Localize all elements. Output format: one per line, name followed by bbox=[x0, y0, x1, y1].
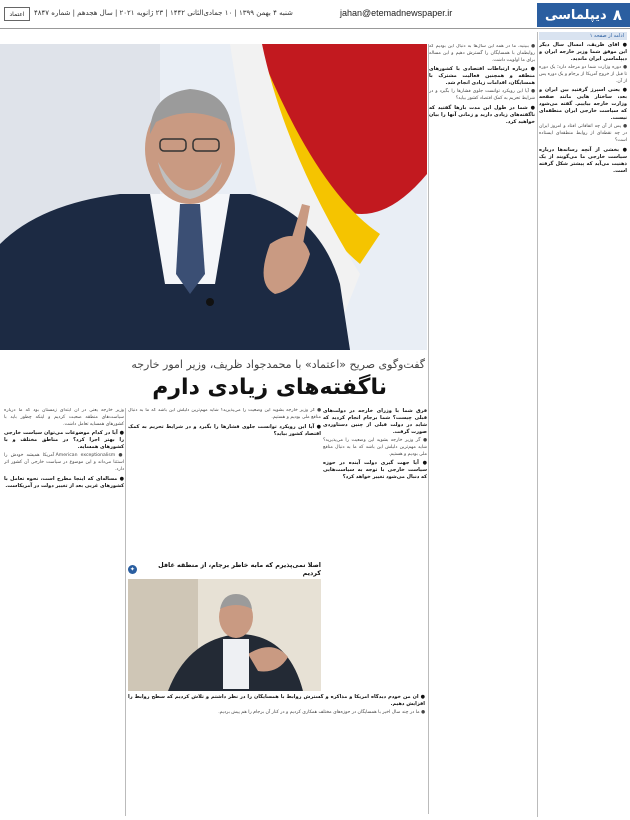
left-column bbox=[4, 408, 124, 816]
paragraph: ● American exceptionalism آمریکا همیشه خودش را استثنا می‌داند و این موضوع در سیاست خارجی آن کشور اثر دارد. bbox=[4, 453, 124, 472]
paragraph: ● دوره وزارت شما دو مرحله دارد؛ یک دوره تا قبل از خروج آمریکا از برجام و یک دوره پس از آن. bbox=[539, 65, 627, 84]
paragraph: ● گر وزیر خارجه بشوید این وضعیت را می‌پذیرید؟ شاید مهم‌ترین دلیلش این باشد که ما به دنبال منافع ملی بودیم و هستیم. bbox=[323, 438, 427, 457]
left-center-column bbox=[128, 408, 321, 558]
paragraph: ● آیا جهت گیری دولت آینده در حوزه سیاست خارجی با توجه به سیاست‌هایی که دنبال می‌شود تغییر خواهد کرد؟ bbox=[323, 460, 427, 481]
column-rule bbox=[428, 44, 429, 814]
main-photo bbox=[0, 44, 427, 350]
continued-label: ادامه از صفحه ۱ bbox=[539, 32, 627, 40]
side-headline bbox=[128, 562, 321, 576]
section-tab bbox=[537, 3, 630, 27]
issue-date-line: شنبه ۴ بهمن ۱۳۹۹ | ۱۰ جمادی‌الثانی ۱۴۴۲ | ۲۳ ژانویه ۲۰۲۱ | سال هجدهم | شماره ۴۸۴۷ bbox=[34, 9, 293, 17]
paragraph: ● آن من خودم دیدگاه آمریکا و مذاکره و گسترش روابط با همسایگان را در نظر داشتم و تلاش کردیم که سطح روابط را افزایش دهیم. bbox=[128, 694, 425, 707]
secondary-photo bbox=[128, 579, 321, 691]
paragraph: ● گر وزیر خارجه بشوید این وضعیت را می‌پذیرید؟ شاید مهم‌ترین دلیلش این باشد که ما به دنبال منافع ملی بودیم و هستیم. bbox=[128, 408, 321, 420]
column-rule bbox=[125, 408, 126, 816]
page-number: ۸ bbox=[612, 6, 622, 24]
paragraph: وزیر خارجه یعنی در آن ابتدای زمستان بود که ما درباره سیاست‌های منطقه صحبت کردیم و اینکه چطور باید با کشورهای همسایه تعامل داشت. bbox=[4, 408, 124, 427]
right-column bbox=[539, 42, 627, 812]
paragraph: ● ببینید، ما در همه این سال‌ها به دنبال این بودیم که روابطمان با همسایگان را گسترش دهیم و این مساله برای ما اولویت داشت. bbox=[429, 44, 535, 63]
paragraph: ● آیا در کدام موضوعات می‌توان سیاست خارجی را بهتر اجرا کرد؟ در مناطق مختلف و با کشورهای همسایه. bbox=[4, 430, 124, 451]
bottom-center-column bbox=[128, 694, 425, 816]
paragraph: ● آقای ظریف، امسال سال دیگر این موفق شما وزیر خارجه ایران و دیپلماسی ایران ماندید. bbox=[539, 42, 627, 62]
kicker: گفت‌وگوی صریح «اعتماد» با محمدجواد ظریف، وزیر امور خارجه bbox=[131, 358, 425, 371]
center-column bbox=[323, 408, 427, 573]
paragraph: ● آیا این رویکرد توانست جلوی فشارها را بگیرد و در شرایط تحریم به کمک اقتصاد کشور بیاید؟ bbox=[128, 423, 321, 437]
paragraph: ● شما در طول این مدت بارها گفتید که ناگفته‌های زیادی دارید و زمانی آنها را بیان خواهید کرد. bbox=[429, 104, 535, 125]
paragraph: ● یعنی اسپرژ گرفتید بین ایران و بعد، ساختار هایی مانند صفحه وزارت خارجه بیاییم. گفته می‌شود که سیاست خارجی ایران منطقه‌ای نیست. bbox=[539, 87, 627, 122]
paragraph: ● ما در چند سال اخیر با همسایگان در حوزه‌های مختلف همکاری کردیم و در کنار آن برجام را هم پیش بردیم. bbox=[218, 710, 425, 715]
paragraph: ● پس از آن چه اتفاقاتی افتاد و امروز ایران در چه نقطه‌ای از روابط منطقه‌ای ایستاده است؟ bbox=[539, 124, 627, 143]
paragraph: ● بخشی از آنچه رسانه‌ها درباره سیاست خارجی ما می‌گویند از یک ذهنیت می‌آید که پیشتر شکل گرفته است. bbox=[539, 146, 627, 174]
paragraph: ● آیا این رویکرد توانست جلوی فشارها را بگیرد و در شرایط تحریم به کمک اقتصاد کشور بیاید؟ bbox=[429, 89, 535, 102]
newspaper-logo: اعتماد bbox=[4, 7, 30, 21]
website-address[interactable]: jahan@etemadnewspaper.ir bbox=[340, 8, 453, 18]
section-name: دیپلماسی bbox=[545, 7, 607, 23]
zarif-seated-photo bbox=[128, 579, 321, 691]
paragraph: ● درباره ارتباطات اقتصادی با کشورهای منطقه و همچنین فعالیت مشترک با همسایگان، اقدامات زیادی انجام شد. bbox=[429, 66, 535, 87]
zarif-photo bbox=[0, 44, 427, 350]
star-icon: ✦ bbox=[129, 565, 135, 573]
paragraph: ● مساله‌ای که اینجا مطرح است، نحوه تعامل با کشورهای غربی بعد از تغییر دولت در آمریکاست. bbox=[4, 475, 124, 489]
headline: ناگفته‌های زیادی دارم bbox=[152, 375, 387, 400]
paragraph: فرق شما با وزرای خارجه در دولت‌های قبلی چیست؟ شما برجام انجام کردید که شاید در دولت قبلی از چنین دستاوردی صورت گرفت. bbox=[323, 408, 427, 435]
side-headline-text: اصلا نمی‌پذیرم که مابه خاطر برجام، از منطقه غافل کردیم bbox=[158, 561, 321, 577]
column-rule bbox=[537, 32, 538, 817]
page-header bbox=[0, 0, 630, 29]
middle-right-column bbox=[429, 44, 535, 814]
